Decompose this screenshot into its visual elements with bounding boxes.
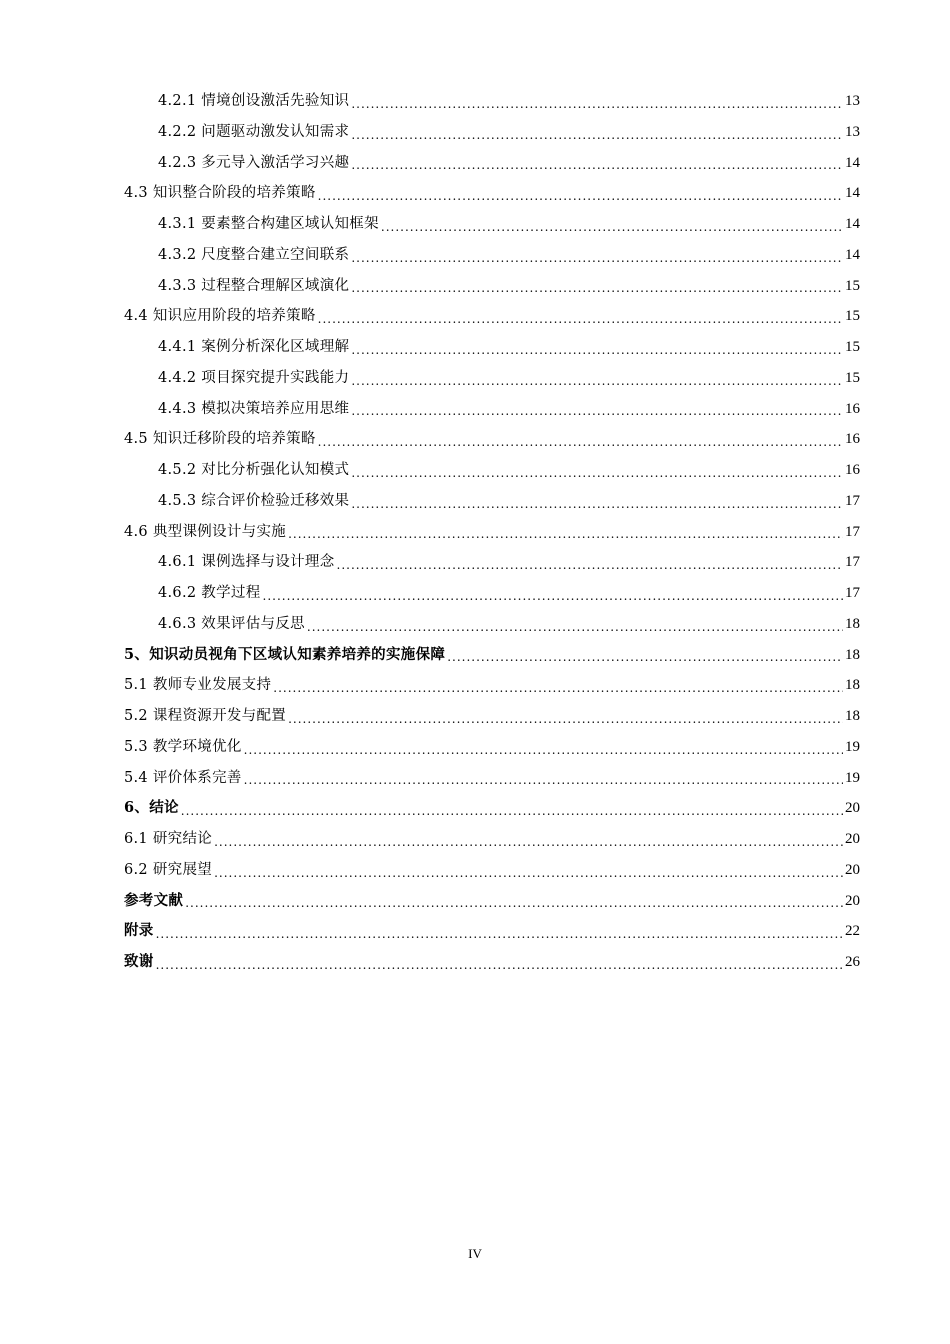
toc-dot-leader bbox=[318, 429, 843, 455]
toc-dot-leader bbox=[288, 706, 843, 732]
toc-entry-label: 4.6.1 课例选择与设计理念 bbox=[158, 554, 335, 571]
toc-entry-label: 4.6 典型课例设计与实施 bbox=[124, 523, 287, 540]
toc-dot-leader bbox=[185, 890, 843, 916]
toc-entry-label: 6、结论 bbox=[124, 799, 179, 817]
toc-dot-leader bbox=[214, 829, 843, 855]
table-of-contents bbox=[124, 86, 860, 978]
toc-entry[interactable] bbox=[124, 855, 860, 886]
toc-entry-page: 19 bbox=[845, 738, 860, 755]
toc-entry-label: 5.4 评价体系完善 bbox=[124, 769, 242, 786]
toc-entry-label: 4.3.1 要素整合构建区域认知框架 bbox=[158, 216, 379, 232]
toc-dot-leader bbox=[351, 122, 843, 148]
toc-entry[interactable] bbox=[124, 916, 860, 947]
toc-entry[interactable] bbox=[124, 486, 860, 517]
toc-entry[interactable] bbox=[124, 793, 860, 824]
toc-entry-page: 14 bbox=[845, 185, 860, 202]
toc-entry-page: 22 bbox=[845, 923, 860, 940]
toc-entry[interactable] bbox=[124, 148, 860, 179]
toc-entry[interactable] bbox=[124, 363, 860, 394]
toc-entry-page: 16 bbox=[845, 400, 860, 417]
toc-entry[interactable] bbox=[124, 517, 860, 548]
toc-dot-leader bbox=[263, 583, 843, 609]
toc-entry-page: 17 bbox=[845, 554, 860, 571]
toc-dot-leader bbox=[351, 368, 843, 394]
toc-entry-page: 16 bbox=[845, 462, 860, 478]
toc-entry-page: 14 bbox=[845, 216, 860, 232]
toc-entry-label: 4.2.3 多元导入激活学习兴趣 bbox=[158, 154, 350, 171]
toc-dot-leader bbox=[156, 952, 843, 978]
toc-entry-page: 13 bbox=[845, 123, 860, 140]
toc-entry-label: 4.3.3 过程整合理解区域演化 bbox=[158, 277, 350, 294]
toc-dot-leader bbox=[318, 306, 843, 332]
toc-entry-label: 4.4.2 项目探究提升实践能力 bbox=[158, 369, 350, 386]
toc-entry-label: 4.5.2 对比分析强化认知模式 bbox=[158, 462, 350, 478]
toc-entry-page: 15 bbox=[845, 339, 860, 355]
toc-entry-label: 5.2 课程资源开发与配置 bbox=[124, 708, 287, 724]
toc-dot-leader bbox=[214, 860, 843, 886]
toc-entry-label: 4.4 知识应用阶段的培养策略 bbox=[124, 308, 316, 325]
toc-entry-page: 14 bbox=[845, 154, 860, 171]
toc-entry-label: 致谢 bbox=[124, 953, 154, 970]
toc-entry-label: 附录 bbox=[124, 922, 154, 940]
toc-dot-leader bbox=[181, 798, 843, 824]
toc-dot-leader bbox=[156, 921, 843, 947]
toc-entry-label: 4.2.2 问题驱动激发认知需求 bbox=[158, 123, 350, 140]
toc-entry-page: 18 bbox=[845, 646, 860, 663]
toc-entry[interactable] bbox=[124, 609, 860, 640]
toc-entry-label: 4.4.1 案例分析深化区域理解 bbox=[158, 339, 350, 355]
toc-entry-page: 14 bbox=[845, 246, 860, 263]
toc-entry-label: 5.1 教师专业发展支持 bbox=[124, 677, 272, 694]
toc-entry[interactable] bbox=[124, 394, 860, 425]
toc-entry-label: 5、知识动员视角下区域认知素养培养的实施保障 bbox=[124, 645, 446, 663]
toc-dot-leader bbox=[244, 767, 843, 793]
toc-entry-page: 15 bbox=[845, 277, 860, 294]
toc-entry[interactable] bbox=[124, 732, 860, 763]
toc-dot-leader bbox=[337, 552, 843, 578]
toc-entry-page: 18 bbox=[845, 708, 860, 724]
toc-entry[interactable] bbox=[124, 701, 860, 732]
toc-entry-page: 17 bbox=[845, 585, 860, 601]
toc-entry-page: 16 bbox=[845, 431, 860, 448]
toc-entry-label: 4.5 知识迁移阶段的培养策略 bbox=[124, 431, 316, 448]
toc-entry-page: 20 bbox=[845, 892, 860, 909]
toc-entry-page: 17 bbox=[845, 523, 860, 540]
toc-entry[interactable] bbox=[124, 86, 860, 117]
toc-dot-leader bbox=[318, 183, 843, 209]
toc-entry-page: 19 bbox=[845, 769, 860, 786]
toc-dot-leader bbox=[307, 614, 843, 640]
toc-entry[interactable] bbox=[124, 209, 860, 240]
toc-entry[interactable] bbox=[124, 886, 860, 917]
toc-entry[interactable] bbox=[124, 424, 860, 455]
toc-dot-leader bbox=[351, 152, 843, 178]
toc-entry[interactable] bbox=[124, 455, 860, 486]
toc-entry-page: 26 bbox=[845, 954, 860, 970]
toc-entry-label: 6.1 研究结论 bbox=[124, 831, 213, 847]
toc-entry[interactable] bbox=[124, 271, 860, 302]
toc-entry[interactable] bbox=[124, 763, 860, 794]
toc-dot-leader bbox=[273, 675, 843, 701]
toc-entry-page: 20 bbox=[845, 861, 860, 878]
toc-entry-label: 4.6.3 效果评估与反思 bbox=[158, 615, 305, 632]
page-number: IV bbox=[468, 1246, 482, 1261]
toc-dot-leader bbox=[351, 460, 843, 486]
toc-entry-page: 20 bbox=[845, 800, 860, 817]
toc-entry-page: 17 bbox=[845, 492, 860, 509]
toc-dot-leader bbox=[351, 91, 843, 117]
toc-entry[interactable] bbox=[124, 640, 860, 671]
toc-entry-label: 4.3 知识整合阶段的培养策略 bbox=[124, 185, 316, 202]
toc-dot-leader bbox=[381, 214, 843, 240]
toc-entry[interactable] bbox=[124, 824, 860, 855]
toc-entry-label: 参考文献 bbox=[124, 891, 184, 909]
toc-entry[interactable] bbox=[124, 547, 860, 578]
toc-entry-label: 6.2 研究展望 bbox=[124, 861, 213, 878]
toc-entry-page: 13 bbox=[845, 93, 860, 109]
toc-entry-label: 4.4.3 模拟决策培养应用思维 bbox=[158, 400, 350, 417]
toc-dot-leader bbox=[288, 521, 843, 547]
toc-entry[interactable] bbox=[124, 947, 860, 978]
toc-dot-leader bbox=[351, 245, 843, 271]
toc-entry-label: 4.2.1 情境创设激活先验知识 bbox=[158, 93, 350, 109]
toc-dot-leader bbox=[447, 644, 843, 670]
toc-entry[interactable] bbox=[124, 578, 860, 609]
toc-entry-page: 15 bbox=[845, 308, 860, 325]
toc-entry-page: 18 bbox=[845, 615, 860, 632]
toc-entry[interactable] bbox=[124, 117, 860, 148]
toc-dot-leader bbox=[351, 275, 843, 301]
toc-entry-page: 20 bbox=[845, 831, 860, 847]
toc-entry[interactable] bbox=[124, 178, 860, 209]
toc-entry-label: 4.5.3 综合评价检验迁移效果 bbox=[158, 492, 350, 509]
toc-dot-leader bbox=[351, 491, 843, 517]
toc-dot-leader bbox=[351, 398, 843, 424]
toc-entry[interactable] bbox=[124, 240, 860, 271]
toc-entry-label: 5.3 教学环境优化 bbox=[124, 738, 242, 755]
toc-entry[interactable] bbox=[124, 670, 860, 701]
toc-entry-page: 15 bbox=[845, 369, 860, 386]
toc-entry[interactable] bbox=[124, 332, 860, 363]
toc-entry-page: 18 bbox=[845, 677, 860, 694]
toc-entry-label: 4.3.2 尺度整合建立空间联系 bbox=[158, 246, 350, 263]
toc-entry[interactable] bbox=[124, 301, 860, 332]
toc-entry-label: 4.6.2 教学过程 bbox=[158, 585, 261, 601]
toc-dot-leader bbox=[351, 337, 843, 363]
toc-dot-leader bbox=[244, 737, 843, 763]
